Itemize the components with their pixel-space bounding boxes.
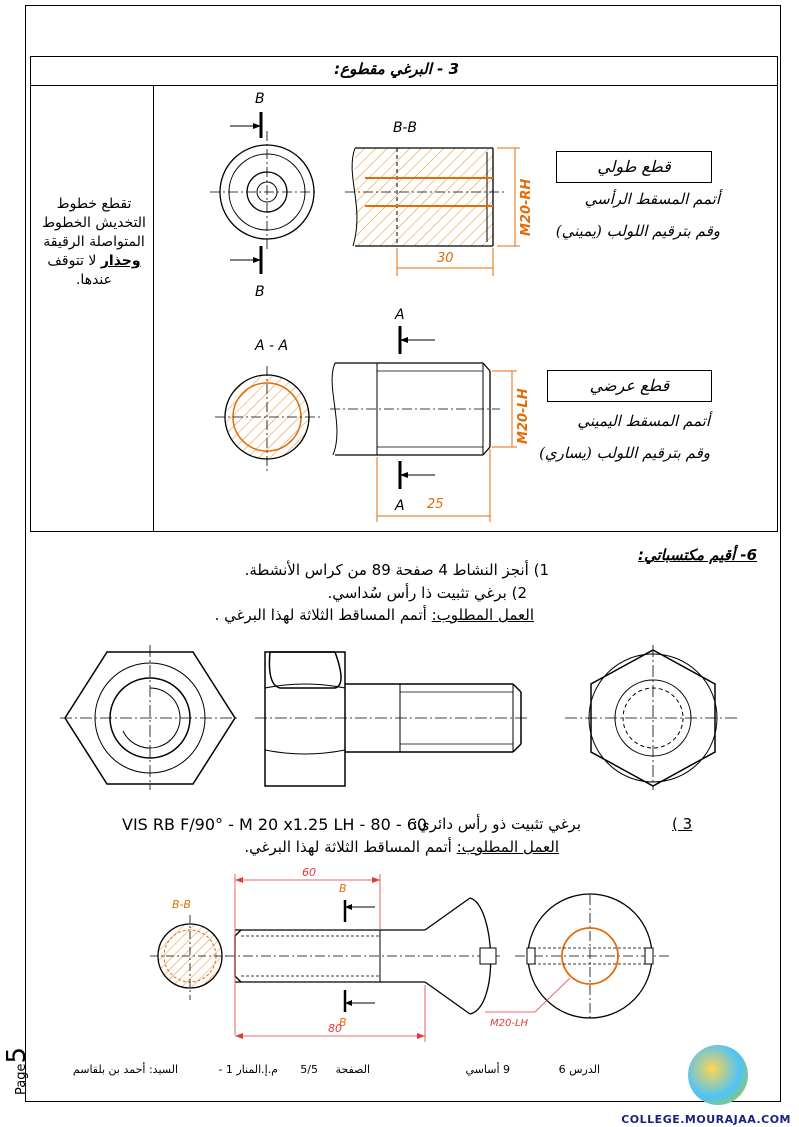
site-url[interactable]: COLLEGE.MOURAJAA.COM: [621, 1113, 791, 1126]
footer-teacher: السيد: أحمد بن بلقاسم: [72, 1063, 178, 1076]
note-line4: لا تتوقف: [47, 253, 97, 269]
dim-30: 30: [437, 251, 454, 266]
round-bb-title: B-B: [172, 898, 191, 911]
column-divider: [153, 86, 154, 532]
page-word: Page5: [2, 1046, 32, 1095]
box-longitudinal-cut: قطع طولي: [556, 151, 712, 183]
item3-num: 3 ): [672, 815, 693, 833]
cross-section-view: [215, 338, 320, 471]
label-b-bottom: B: [255, 284, 265, 300]
footer-level: 9 أساسي: [465, 1063, 510, 1076]
footer-lesson: الدرس 6: [558, 1063, 600, 1076]
note-line5: عندها.: [75, 272, 113, 288]
hex-bolt-views: [55, 640, 745, 800]
item3-text: برغي تثبيت ذو رأس دائري:: [412, 815, 581, 833]
round-bolt-views: [150, 860, 670, 1045]
section-title-aa: A - A: [255, 338, 289, 354]
work3-text: أتمم المساقط الثلاثة لهذا البرغي.: [244, 838, 452, 856]
footer-page: [290, 1063, 370, 1076]
instr2-view2: وقم بترقيم اللولب (يساري): [539, 444, 710, 462]
round-b-top: B: [339, 882, 347, 895]
bolt-end-view-b: [210, 91, 315, 300]
hex-bolt-front: [60, 645, 240, 790]
work3-label: العمل المطلوب:: [456, 838, 559, 856]
label-b-top: B: [255, 91, 265, 107]
note-line3: المتواصلة الرقيقة: [43, 234, 145, 250]
item3-ref: VIS RB F/90° - M 20 x1.25 LH - 80 - 60: [122, 815, 428, 834]
round-b-bottom: B: [339, 1016, 347, 1029]
thread-label-rh: M20-RH: [519, 178, 534, 236]
dim-25: 25: [427, 497, 444, 512]
note-line1: تقطع خطوط: [56, 196, 132, 212]
section6-title: 6- أقيم مكتسباتي:: [638, 546, 757, 564]
hex-bolt-end: [565, 645, 740, 790]
round-dim-80: 80: [328, 1022, 342, 1035]
box-cross-cut: قطع عرضي: [547, 370, 712, 402]
round-bolt-end: [485, 894, 670, 1029]
round-dim-60: 60: [302, 866, 316, 879]
work3: [159, 838, 559, 856]
bolt-side-view-a: [330, 307, 531, 522]
round-bolt-side: [225, 866, 500, 1042]
hatching-note: [40, 195, 148, 290]
label-a-bottom: A: [395, 498, 405, 514]
label-a-top: A: [395, 307, 405, 323]
work1-label: العمل المطلوب:: [431, 606, 534, 624]
section-title-bb: B-B: [393, 120, 418, 136]
footer-school: م.إ.المنار 1 -: [218, 1063, 278, 1076]
instr2-view1: وقم بترقيم اللولب (يميني): [555, 222, 720, 240]
work1: [134, 606, 534, 624]
instr1-view2: أتمم المسقط اليميني: [577, 412, 710, 430]
footer-page-value: 5/5: [300, 1063, 318, 1076]
thread-label-lh: M20-LH: [516, 388, 531, 444]
page-number: 5: [2, 1046, 32, 1064]
round-bolt-section: [150, 915, 230, 1000]
longitudinal-section-view: [345, 120, 534, 276]
note-warning: وحذار: [100, 253, 141, 269]
item2: 2) برغي تثبيت ذا رأس سُداسي.: [327, 584, 527, 602]
round-thread-label: M20-LH: [490, 1018, 529, 1029]
site-logo: [688, 1045, 748, 1105]
note-line2: التخديش الخطوط: [42, 215, 146, 231]
hex-bolt-side: [255, 652, 530, 786]
item1: 1) أنجز النشاط 4 صفحة 89 من كراس الأنشطة.: [244, 561, 549, 579]
instr1-view1: أتمم المسقط الرأسي: [584, 190, 720, 208]
work1-text: أتمم المساقط الثلاثة لهذا البرغي .: [214, 606, 427, 624]
section3-title: 3 - البرغي مقطوع:: [334, 60, 459, 78]
footer-page-label: الصفحة: [335, 1063, 370, 1076]
